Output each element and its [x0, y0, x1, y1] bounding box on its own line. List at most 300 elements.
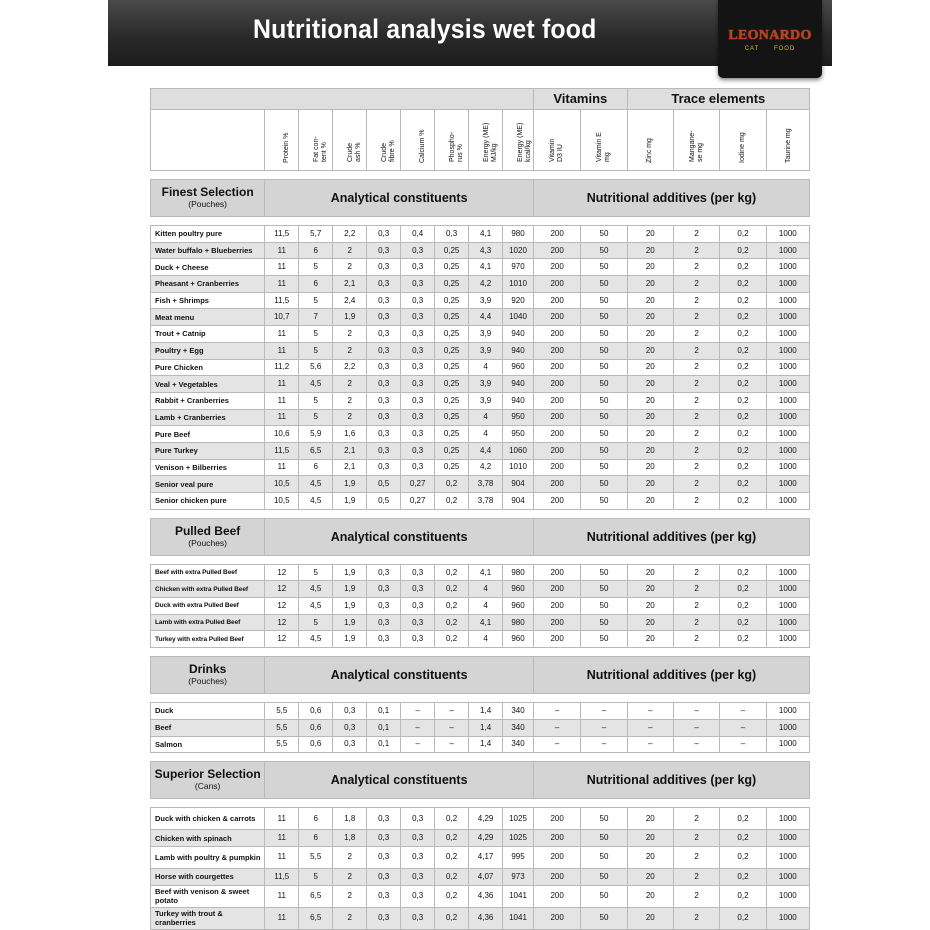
product-name: Salmon — [151, 736, 265, 753]
column-header-label: Calcium % — [419, 129, 427, 163]
product-name: Senior veal pure — [151, 476, 265, 493]
value-cell: 200 — [533, 614, 580, 631]
value-cell: 4,1 — [469, 614, 503, 631]
value-cell: 970 — [503, 259, 534, 276]
table-row — [151, 493, 810, 510]
value-cell: 4,5 — [299, 493, 333, 510]
value-cell: 2 — [673, 326, 719, 343]
value-cell: 1000 — [766, 292, 809, 309]
value-cell: 0,5 — [367, 476, 401, 493]
value-cell: 200 — [533, 564, 580, 581]
value-cell: 5 — [299, 614, 333, 631]
value-cell: – — [401, 703, 435, 720]
table-row — [151, 242, 810, 259]
table-row — [151, 719, 810, 736]
value-cell: 0,3 — [401, 631, 435, 648]
value-cell: 1,4 — [469, 736, 503, 753]
value-cell: 0,3 — [333, 719, 367, 736]
value-cell: 1000 — [766, 907, 809, 929]
value-cell: 0,2 — [720, 242, 766, 259]
column-header-label: Energy (ME) kcal/kg — [517, 122, 533, 162]
value-cell: 1000 — [766, 808, 809, 830]
value-cell: – — [627, 719, 673, 736]
analytical-constituents-header: Analytical constituents — [265, 657, 534, 694]
product-name: Lamb with poultry & pumpkin — [151, 846, 265, 868]
value-cell: 0,2 — [720, 426, 766, 443]
analytical-constituents-header: Analytical constituents — [265, 180, 534, 217]
value-cell: – — [720, 719, 766, 736]
value-cell: 2 — [333, 409, 367, 426]
value-cell: 1,8 — [333, 830, 367, 847]
value-cell: 0,3 — [367, 276, 401, 293]
value-cell: 0,3 — [367, 242, 401, 259]
column-header-label: Zinc mg — [646, 138, 654, 163]
value-cell: 50 — [581, 846, 627, 868]
value-cell: 2 — [673, 631, 719, 648]
column-header — [581, 110, 627, 171]
value-cell: 200 — [533, 426, 580, 443]
value-cell: 50 — [581, 885, 627, 907]
value-cell: 0,3 — [367, 309, 401, 326]
value-cell: 5 — [299, 259, 333, 276]
value-cell: 2 — [673, 259, 719, 276]
value-cell: 1000 — [766, 392, 809, 409]
value-cell: 0,2 — [435, 808, 469, 830]
value-cell: 0,3 — [401, 614, 435, 631]
value-cell: 2,2 — [333, 226, 367, 243]
value-cell: 1025 — [503, 808, 534, 830]
value-cell: 0,3 — [367, 226, 401, 243]
value-cell: 0,25 — [435, 392, 469, 409]
product-name: Venison + Bilberries — [151, 459, 265, 476]
section-name — [151, 657, 265, 694]
value-cell: – — [581, 736, 627, 753]
value-cell: 50 — [581, 581, 627, 598]
value-cell: 0,2 — [720, 493, 766, 510]
value-cell: 0,3 — [401, 426, 435, 443]
value-cell: 20 — [627, 226, 673, 243]
value-cell: 3,9 — [469, 326, 503, 343]
value-cell: 20 — [627, 476, 673, 493]
value-cell: 50 — [581, 309, 627, 326]
value-cell: 1,6 — [333, 426, 367, 443]
section-title: Pulled Beef — [174, 523, 241, 538]
value-cell: 0,3 — [401, 409, 435, 426]
super-header-row — [151, 89, 810, 110]
value-cell: 11 — [265, 259, 299, 276]
value-cell: 0,2 — [435, 631, 469, 648]
value-cell: 12 — [265, 614, 299, 631]
value-cell: 11,5 — [265, 442, 299, 459]
value-cell: 5 — [299, 342, 333, 359]
header-banner — [108, 0, 832, 66]
value-cell: 20 — [627, 342, 673, 359]
value-cell: 0,3 — [367, 564, 401, 581]
value-cell: 50 — [581, 392, 627, 409]
table-row — [151, 868, 810, 885]
value-cell: 0,6 — [299, 736, 333, 753]
logo-brand-text: LEONARDO — [728, 28, 812, 43]
value-cell: 0,1 — [367, 703, 401, 720]
value-cell: 200 — [533, 359, 580, 376]
value-cell: 200 — [533, 376, 580, 393]
value-cell: 0,3 — [401, 868, 435, 885]
product-name: Veal + Vegetables — [151, 376, 265, 393]
value-cell: 20 — [627, 846, 673, 868]
section-name — [151, 518, 265, 555]
value-cell: 0,2 — [720, 376, 766, 393]
value-cell: 2,1 — [333, 459, 367, 476]
value-cell: 2 — [333, 376, 367, 393]
product-name: Beef with extra Pulled Beef — [151, 564, 265, 581]
value-cell: 5,6 — [299, 359, 333, 376]
product-name: Duck + Cheese — [151, 259, 265, 276]
column-header — [469, 110, 503, 171]
product-name: Water buffalo + Blueberries — [151, 242, 265, 259]
value-cell: 10,7 — [265, 309, 299, 326]
section-spacer-cell — [151, 648, 810, 657]
value-cell: 1,9 — [333, 598, 367, 615]
value-cell: 0,3 — [367, 442, 401, 459]
column-header — [367, 110, 401, 171]
value-cell: 20 — [627, 581, 673, 598]
value-cell: 0,3 — [367, 259, 401, 276]
product-name: Duck with extra Pulled Beef — [151, 598, 265, 615]
value-cell: 10,5 — [265, 476, 299, 493]
value-cell: 6 — [299, 276, 333, 293]
value-cell: 0,3 — [401, 342, 435, 359]
value-cell: 0,25 — [435, 292, 469, 309]
value-cell: 0,2 — [435, 614, 469, 631]
value-cell: 1000 — [766, 376, 809, 393]
section-subtitle: (Pouches) — [188, 537, 228, 548]
value-cell: 0,3 — [367, 830, 401, 847]
value-cell: – — [627, 736, 673, 753]
section-spacer — [151, 648, 810, 657]
value-cell: 1000 — [766, 703, 809, 720]
value-cell: – — [581, 703, 627, 720]
value-cell: 11 — [265, 885, 299, 907]
value-cell: 20 — [627, 276, 673, 293]
vitamins-header: Vitamins — [533, 89, 627, 110]
value-cell: 20 — [627, 242, 673, 259]
nutritional-additives-header: Nutritional additives (per kg) — [533, 180, 809, 217]
product-name: Meat menu — [151, 309, 265, 326]
value-cell: – — [673, 736, 719, 753]
column-header-label: Taurine mg — [784, 128, 792, 163]
value-cell: 0,2 — [435, 581, 469, 598]
value-cell: 4,07 — [469, 868, 503, 885]
value-cell: 200 — [533, 885, 580, 907]
value-cell: 1000 — [766, 326, 809, 343]
value-cell: 0,2 — [720, 226, 766, 243]
value-cell: 200 — [533, 309, 580, 326]
value-cell: 4,2 — [469, 459, 503, 476]
section-header-row — [151, 518, 810, 555]
value-cell: 0,3 — [367, 907, 401, 929]
value-cell: 12 — [265, 598, 299, 615]
value-cell: 5,5 — [265, 736, 299, 753]
value-cell: 0,25 — [435, 259, 469, 276]
value-cell: 340 — [503, 703, 534, 720]
value-cell: 940 — [503, 342, 534, 359]
value-cell: 2 — [673, 426, 719, 443]
value-cell: 2 — [673, 392, 719, 409]
value-cell: 0,6 — [299, 703, 333, 720]
value-cell: – — [435, 736, 469, 753]
value-cell: 11 — [265, 326, 299, 343]
analytical-constituents-header: Analytical constituents — [265, 762, 534, 799]
value-cell: 2,1 — [333, 442, 367, 459]
value-cell: 0,3 — [367, 808, 401, 830]
value-cell: 1000 — [766, 259, 809, 276]
value-cell: 5 — [299, 409, 333, 426]
value-cell: 2 — [673, 808, 719, 830]
value-cell: 0,2 — [720, 846, 766, 868]
value-cell: 0,2 — [720, 907, 766, 929]
value-cell: 0,25 — [435, 242, 469, 259]
value-cell: 0,25 — [435, 409, 469, 426]
table-row — [151, 326, 810, 343]
value-cell: 1010 — [503, 459, 534, 476]
section-title: Superior Selection — [154, 767, 261, 782]
column-header-label: Iodine mg — [738, 132, 746, 163]
value-cell: 50 — [581, 907, 627, 929]
value-cell: 940 — [503, 392, 534, 409]
column-header — [673, 110, 719, 171]
product-name: Lamb + Cranberries — [151, 409, 265, 426]
value-cell: 1000 — [766, 846, 809, 868]
value-cell: 1025 — [503, 830, 534, 847]
column-header-empty — [151, 110, 265, 171]
value-cell: 0,1 — [367, 719, 401, 736]
value-cell: 0,2 — [720, 276, 766, 293]
value-cell: 1,9 — [333, 476, 367, 493]
value-cell: 20 — [627, 564, 673, 581]
value-cell: 4,29 — [469, 808, 503, 830]
value-cell: 200 — [533, 808, 580, 830]
value-cell: 200 — [533, 292, 580, 309]
value-cell: 7 — [299, 309, 333, 326]
value-cell: 4,5 — [299, 476, 333, 493]
table-row — [151, 426, 810, 443]
value-cell: 200 — [533, 226, 580, 243]
value-cell: 980 — [503, 226, 534, 243]
value-cell: 50 — [581, 459, 627, 476]
value-cell: 200 — [533, 409, 580, 426]
value-cell: 0,3 — [333, 736, 367, 753]
value-cell: 50 — [581, 830, 627, 847]
value-cell: 11 — [265, 907, 299, 929]
value-cell: 50 — [581, 493, 627, 510]
value-cell: 0,3 — [367, 292, 401, 309]
value-cell: 1000 — [766, 242, 809, 259]
column-header — [720, 110, 766, 171]
value-cell: 0,3 — [401, 459, 435, 476]
table-row — [151, 276, 810, 293]
value-cell: 0,3 — [367, 326, 401, 343]
value-cell: 0,25 — [435, 442, 469, 459]
value-cell: 0,3 — [367, 359, 401, 376]
value-cell: 11 — [265, 242, 299, 259]
value-cell: – — [720, 703, 766, 720]
logo-sub-right: FOOD — [773, 46, 796, 52]
value-cell: 50 — [581, 226, 627, 243]
section-name — [151, 180, 265, 217]
value-cell: 0,3 — [367, 459, 401, 476]
value-cell: 0,27 — [401, 476, 435, 493]
value-cell: – — [720, 736, 766, 753]
value-cell: 2 — [673, 276, 719, 293]
column-header — [766, 110, 809, 171]
logo-content — [726, 28, 814, 64]
value-cell: 1,9 — [333, 631, 367, 648]
column-header — [299, 110, 333, 171]
product-name: Rabbit + Cranberries — [151, 392, 265, 409]
value-cell: 0,25 — [435, 376, 469, 393]
value-cell: 11,5 — [265, 226, 299, 243]
super-header-blank — [151, 89, 534, 110]
value-cell: 11,2 — [265, 359, 299, 376]
value-cell: 4,17 — [469, 846, 503, 868]
value-cell: 20 — [627, 868, 673, 885]
value-cell: 11 — [265, 846, 299, 868]
value-cell: 0,25 — [435, 459, 469, 476]
value-cell: 1000 — [766, 581, 809, 598]
value-cell: 50 — [581, 868, 627, 885]
value-cell: 1,9 — [333, 493, 367, 510]
value-cell: 6 — [299, 242, 333, 259]
nutritional-additives-header: Nutritional additives (per kg) — [533, 518, 809, 555]
table-row — [151, 392, 810, 409]
value-cell: 20 — [627, 459, 673, 476]
value-cell: 6 — [299, 830, 333, 847]
value-cell: 0,1 — [367, 736, 401, 753]
value-cell: 4,1 — [469, 259, 503, 276]
section-title: Drinks — [188, 662, 227, 677]
value-cell: 4,36 — [469, 907, 503, 929]
value-cell: 5 — [299, 326, 333, 343]
value-cell: 960 — [503, 581, 534, 598]
product-name: Pure Beef — [151, 426, 265, 443]
value-cell: 2 — [333, 392, 367, 409]
value-cell: 4,2 — [469, 276, 503, 293]
nutritional-additives-header: Nutritional additives (per kg) — [533, 762, 809, 799]
table-row — [151, 342, 810, 359]
value-cell: 50 — [581, 631, 627, 648]
value-cell: 50 — [581, 259, 627, 276]
value-cell: 200 — [533, 276, 580, 293]
value-cell: – — [673, 703, 719, 720]
product-name: Horse with courgettes — [151, 868, 265, 885]
value-cell: 50 — [581, 409, 627, 426]
column-header-label: Fat con- tent % — [313, 136, 329, 162]
value-cell: 2 — [333, 907, 367, 929]
value-cell: 11 — [265, 459, 299, 476]
value-cell: 20 — [627, 326, 673, 343]
value-cell: 0,3 — [367, 342, 401, 359]
value-cell: 1000 — [766, 476, 809, 493]
value-cell: 4,3 — [469, 242, 503, 259]
value-cell: 1041 — [503, 907, 534, 929]
value-cell: 50 — [581, 376, 627, 393]
value-cell: 200 — [533, 259, 580, 276]
table-row — [151, 226, 810, 243]
value-cell: 2 — [673, 564, 719, 581]
value-cell: 3,78 — [469, 476, 503, 493]
value-cell: 11 — [265, 376, 299, 393]
table-row — [151, 292, 810, 309]
value-cell: 0,2 — [720, 292, 766, 309]
value-cell: 0,3 — [401, 846, 435, 868]
section-spacer — [151, 694, 810, 703]
product-name: Chicken with spinach — [151, 830, 265, 847]
product-name: Turkey with extra Pulled Beef — [151, 631, 265, 648]
value-cell: 0,2 — [435, 830, 469, 847]
value-cell: 0,3 — [367, 392, 401, 409]
value-cell: 0,3 — [401, 376, 435, 393]
value-cell: 12 — [265, 564, 299, 581]
section-name — [151, 762, 265, 799]
value-cell: 3,78 — [469, 493, 503, 510]
value-cell: 2 — [673, 226, 719, 243]
value-cell: 0,2 — [720, 598, 766, 615]
value-cell: 20 — [627, 426, 673, 443]
value-cell: 20 — [627, 442, 673, 459]
value-cell: 1000 — [766, 409, 809, 426]
value-cell: 0,2 — [720, 614, 766, 631]
value-cell: 995 — [503, 846, 534, 868]
value-cell: 0,2 — [720, 885, 766, 907]
value-cell: 0,2 — [720, 392, 766, 409]
value-cell: 0,2 — [720, 808, 766, 830]
value-cell: 200 — [533, 392, 580, 409]
value-cell: 0,3 — [401, 309, 435, 326]
value-cell: 0,3 — [367, 614, 401, 631]
value-cell: 1000 — [766, 868, 809, 885]
value-cell: 1000 — [766, 459, 809, 476]
section-spacer-cell — [151, 555, 810, 564]
value-cell: 2 — [333, 259, 367, 276]
value-cell: 0,27 — [401, 493, 435, 510]
value-cell: 0,3 — [401, 276, 435, 293]
analytical-constituents-header: Analytical constituents — [265, 518, 534, 555]
value-cell: 960 — [503, 598, 534, 615]
section-spacer — [151, 171, 810, 180]
value-cell: 980 — [503, 614, 534, 631]
value-cell: 4 — [469, 359, 503, 376]
table-row — [151, 907, 810, 929]
value-cell: 0,2 — [435, 598, 469, 615]
value-cell: 1000 — [766, 598, 809, 615]
value-cell: 2 — [673, 409, 719, 426]
value-cell: 2,1 — [333, 276, 367, 293]
value-cell: 6,5 — [299, 885, 333, 907]
value-cell: 12 — [265, 581, 299, 598]
value-cell: 2 — [673, 868, 719, 885]
value-cell: 920 — [503, 292, 534, 309]
value-cell: 5 — [299, 564, 333, 581]
value-cell: 1000 — [766, 359, 809, 376]
value-cell: 0,3 — [435, 226, 469, 243]
value-cell: 200 — [533, 581, 580, 598]
section-spacer — [151, 217, 810, 226]
section-spacer-cell — [151, 694, 810, 703]
value-cell: 6,5 — [299, 907, 333, 929]
value-cell: 0,3 — [401, 885, 435, 907]
value-cell: 2 — [333, 326, 367, 343]
table-row — [151, 598, 810, 615]
